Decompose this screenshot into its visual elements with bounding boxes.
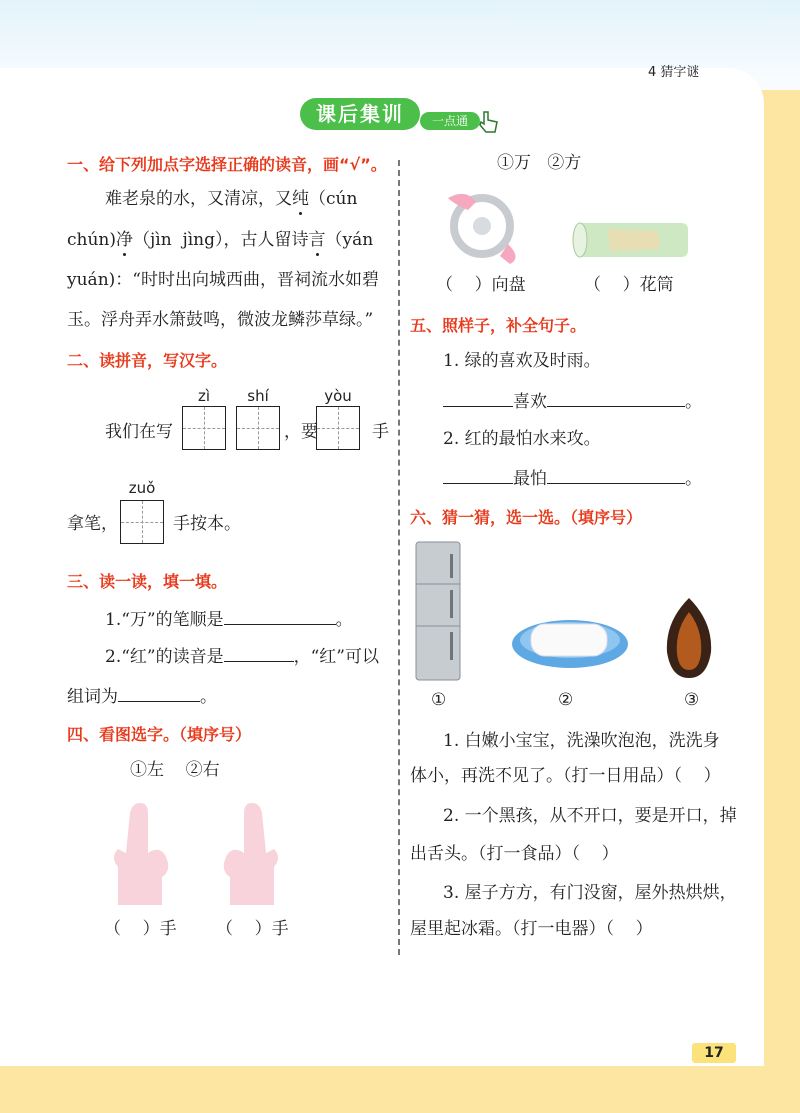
pinyin-label: shí: [247, 387, 269, 405]
s5-fill-1: 喜欢 。: [443, 390, 702, 413]
s5-title: 五、照样子，补全句子。: [410, 316, 587, 335]
refrigerator-image: [414, 540, 462, 682]
s5-fill-2: 最怕 。: [443, 467, 702, 490]
s2-text: 手: [372, 422, 389, 442]
pinyin-label: zuǒ: [128, 479, 156, 497]
s2-title: 二、读拼音，写汉字。: [67, 351, 228, 370]
s1-line: yuán)：“时时出向城西曲，晋祠流水如碧: [67, 270, 379, 290]
riddle-line: 3. 屋子方方，有门没窗，屋外热烘烘，: [443, 883, 737, 903]
answer-blank[interactable]: [224, 608, 336, 625]
s2-text: 我们在写: [105, 422, 173, 442]
answer-blank[interactable]: [443, 467, 513, 484]
answer-right-hand[interactable]: （ ）手: [216, 919, 289, 939]
hanzi-writing-box[interactable]: [182, 406, 226, 450]
banner-title: 课后集训: [300, 98, 420, 130]
answer-blank[interactable]: [547, 467, 685, 484]
s4-title: 四、看图选字。（填序号）: [67, 725, 252, 744]
page-number: 17: [692, 1043, 736, 1063]
hanzi-writing-box[interactable]: [236, 406, 280, 450]
riddle-line[interactable]: 体小，再洗不见了。（打一日用品）（ ）: [410, 766, 721, 786]
option-label: ①: [431, 690, 447, 710]
s1-line: 难老泉的水，又清凉，又纯（cún: [105, 189, 358, 209]
riddle-line[interactable]: 出舌头。（打一食品）（ ）: [410, 844, 619, 864]
right-border-strip: [758, 90, 800, 1113]
hanzi-writing-box[interactable]: [316, 406, 360, 450]
answer-blank[interactable]: [443, 390, 513, 407]
option-label: ②: [558, 690, 574, 710]
s5-example-1: 1. 绿的喜欢及时雨。: [443, 351, 601, 371]
s4-options-a: ①左 ②右: [130, 760, 220, 780]
answer-kaleidoscope[interactable]: （ ）花筒: [584, 275, 674, 295]
answer-blank[interactable]: [118, 685, 200, 702]
pinyin-label: yòu: [324, 387, 352, 405]
s2-text: 拿笔，: [67, 514, 118, 534]
steering-wheel-image: [438, 188, 534, 264]
soap-image: [509, 610, 631, 670]
s2-text: 手按本。: [173, 514, 241, 534]
hanzi-writing-box[interactable]: [120, 500, 164, 544]
s1-line: 玉。浮舟弄水箫鼓鸣，微波龙鳞莎草绿。”: [67, 310, 374, 330]
s6-title: 六、猜一猜，选一选。（填序号）: [410, 508, 643, 527]
right-hand-image: [212, 797, 292, 909]
kaleidoscope-image: [568, 213, 696, 267]
s3-q1: 1.“万”的笔顺是 。: [105, 610, 353, 630]
s3-q2: 2.“红”的读音是 ，“红”可以: [105, 647, 379, 667]
s5-example-2: 2. 红的最怕水来攻。: [443, 429, 601, 449]
column-divider: [398, 160, 400, 955]
s3-q2b: 组词为 。: [67, 687, 217, 707]
melon-seed-image: [661, 596, 717, 680]
answer-steering-wheel[interactable]: （ ）向盘: [436, 275, 526, 295]
s1-title: 一、给下列加点字选择正确的读音，画“√”。: [67, 155, 387, 174]
chapter-label: 4 猜字谜: [648, 65, 700, 80]
riddle-line[interactable]: 屋里起冰霜。（打一电器）（ ）: [410, 919, 653, 939]
s2-text: ，要: [284, 422, 318, 442]
pinyin-label: zì: [197, 387, 211, 405]
answer-left-hand[interactable]: （ ）手: [104, 919, 177, 939]
s1-line: chún)净（jìn jìng），古人留诗言（yán: [67, 230, 374, 250]
s4-options-b: ①万 ②方: [497, 153, 582, 173]
answer-blank[interactable]: [224, 645, 294, 662]
answer-blank[interactable]: [547, 390, 685, 407]
s3-title: 三、读一读，填一填。: [67, 572, 228, 591]
left-hand-image: [100, 797, 180, 909]
riddle-line: 2. 一个黑孩，从不开口，要是开口，掉: [443, 806, 737, 826]
banner-tag: 一点通: [420, 112, 480, 130]
riddle-line: 1. 白嫩小宝宝，洗澡吹泡泡，洗洗身: [443, 731, 720, 751]
pointer-hand-icon: [476, 108, 500, 134]
option-label: ③: [684, 690, 700, 710]
